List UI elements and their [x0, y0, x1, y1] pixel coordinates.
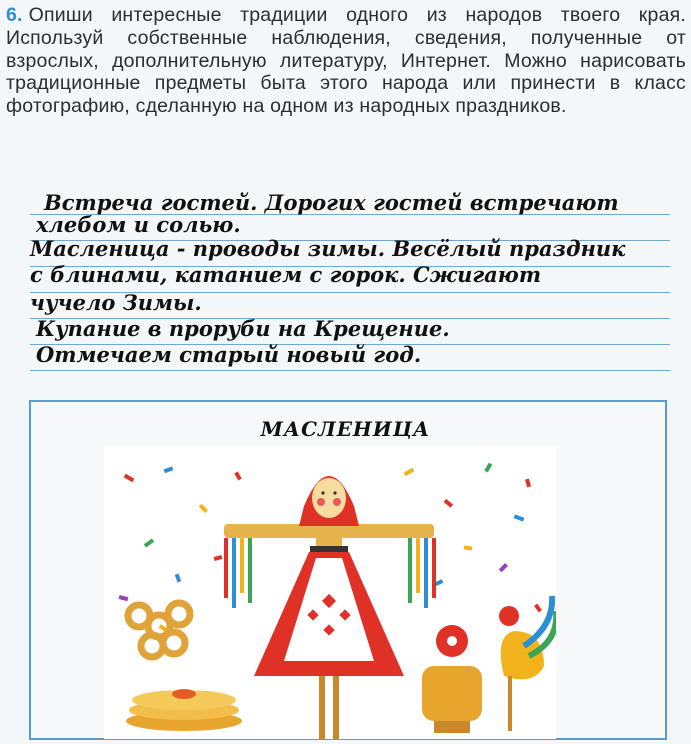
bagels-icon	[128, 603, 190, 657]
picture-title: МАСЛЕНИЦА	[260, 417, 431, 441]
task-number: 6.	[6, 4, 23, 26]
samovar-icon	[422, 625, 482, 733]
answer-line: чучело Зимы.	[30, 290, 202, 315]
task-text: Опиши интересные традиции одного из народов твоего края. Используй собственные наблюдения, сведения, полученные от взрослых, дополнительную литературу, Интернет. Можно нарисовать традиционные предметы быта этого народа или принести в класс фотографию, сделанную на одном из народных праздников.	[6, 4, 686, 118]
rooster-icon	[499, 596, 556, 731]
ribbons-left	[224, 538, 252, 608]
answer-line: с блинами, катанием с горок. Сжигают	[30, 262, 542, 287]
answer-line: Встреча гостей. Дорогих гостей встречают	[44, 190, 619, 215]
answer-line: хлебом и солью.	[36, 212, 241, 237]
answer-line: Масленица - проводы зимы. Весёлый праздник	[30, 236, 626, 261]
pancakes-icon	[126, 689, 242, 731]
face	[312, 478, 346, 518]
answer-line: Отмечаем старый новый год.	[36, 342, 422, 367]
rule-line	[30, 370, 670, 371]
maslenitsa-illustration	[104, 446, 556, 739]
maslenitsa-scarecrow-icon	[104, 446, 556, 739]
answer-line: Купание в проруби на Крещение.	[36, 316, 450, 341]
ribbons-right	[408, 538, 436, 608]
